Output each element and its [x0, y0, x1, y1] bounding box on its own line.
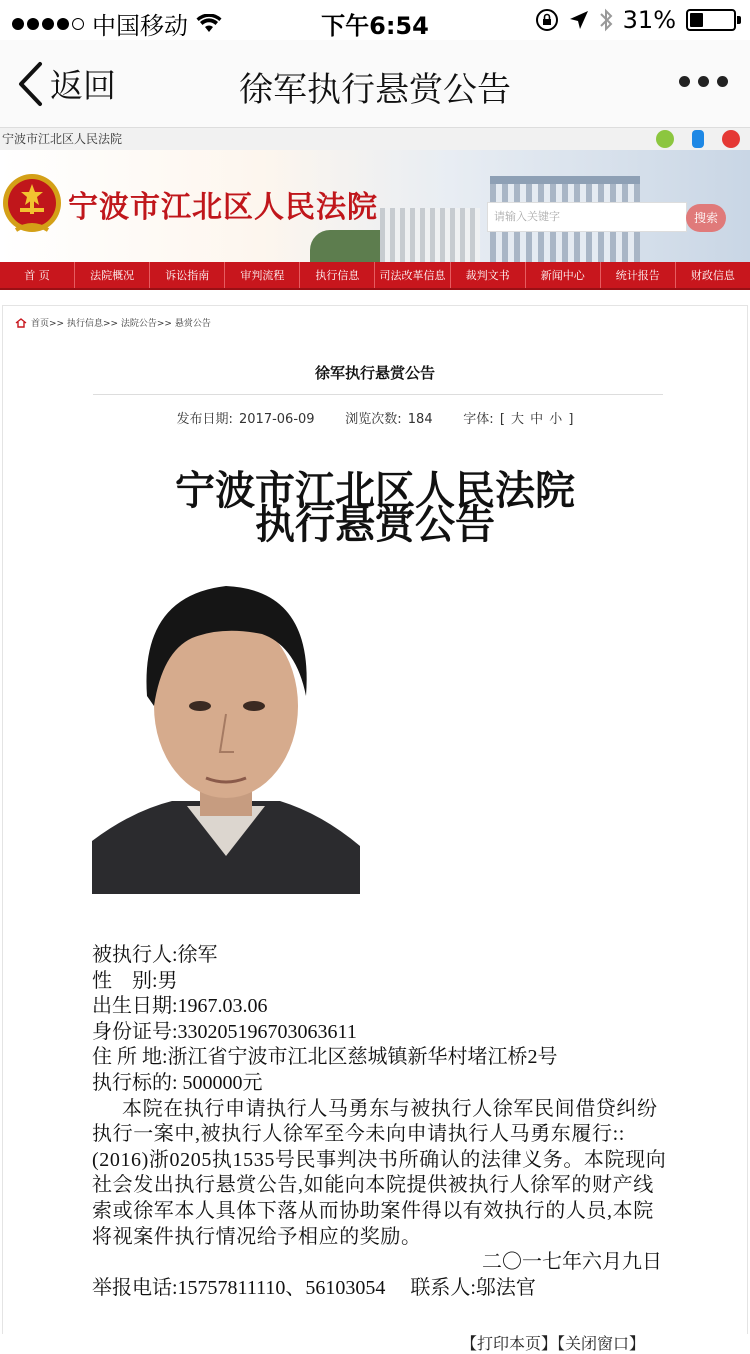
- nav-bar: [0, 40, 750, 128]
- mobile-icon[interactable]: [692, 130, 704, 148]
- notice-body: [92, 943, 672, 1301]
- notice-heading-line1: 宁波市江北区人民法院: [175, 468, 575, 514]
- wechat-icon[interactable]: [656, 130, 674, 148]
- field-birthdate: 出生日期:1967.03.06: [92, 995, 268, 1018]
- status-right: [535, 6, 736, 34]
- notice-paragraph: 本院在执行申请执行人马勇东与被执行人徐军民间借贷纠纷执行一案中,被执行人徐军至今未向申请执行人马勇东履行::(2016)浙0205执1535号民事判决书所确认的法律义务。本院现向社会发出执行悬赏公告,如能向本院提供被执行人徐军的财产线索或徐军本人具体下落从而协助案件得以有效执行的人员,本院将视案件执行情况给予相应的奖励。: [92, 1097, 667, 1248]
- article-title: 徐军执行悬赏公告: [314, 364, 435, 382]
- court-emblem-icon: [2, 170, 62, 236]
- menu-item-judgments[interactable]: 裁判文书: [451, 262, 526, 288]
- battery-icon: [686, 9, 736, 31]
- battery-percent: 31%: [622, 6, 676, 34]
- article: [2, 305, 748, 1353]
- field-respondent: 被执行人:徐军: [92, 944, 218, 966]
- menu-item-execution[interactable]: 执行信息: [300, 262, 375, 288]
- bluetooth-icon: [599, 8, 613, 32]
- site-search-input[interactable]: 请输入关键字: [487, 202, 687, 232]
- more-dot-icon: [717, 76, 728, 87]
- field-address: 住 所 地:浙江省宁波市江北区慈城镇新华村堵江桥2号: [92, 1046, 558, 1069]
- status-bar: [0, 0, 750, 40]
- banner-building-small: [380, 208, 480, 262]
- menu-item-news[interactable]: 新闻中心: [526, 262, 601, 288]
- title-divider: [93, 394, 663, 395]
- breadcrumb-text[interactable]: 首页>> 执行信息>> 法院公告>> 悬赏公告: [31, 319, 211, 329]
- menu-item-stats[interactable]: 统计报告: [601, 262, 676, 288]
- more-button[interactable]: [679, 76, 728, 87]
- publish-label: 发布日期:: [176, 412, 233, 427]
- menu-item-process[interactable]: 审判流程: [225, 262, 300, 288]
- menu-item-finance[interactable]: 财政信息: [690, 269, 735, 282]
- more-dot-icon: [698, 76, 709, 87]
- contact-line: 举报电话:15757811110、56103054 联系人:邬法官: [92, 1276, 536, 1299]
- nav-title: 徐军执行悬赏公告: [239, 70, 511, 110]
- views-label: 浏览次数:: [345, 412, 402, 427]
- person-photo: [92, 556, 360, 894]
- site-banner: [0, 150, 750, 262]
- print-close-links[interactable]: 【打印本页】【关闭窗口】: [461, 1334, 646, 1353]
- field-id-number: 身份证号:330205196703063611: [92, 1020, 357, 1043]
- publish-date: 2017-06-09: [239, 412, 315, 427]
- article-meta: [3, 408, 747, 427]
- font-label: 字体:: [463, 412, 494, 427]
- back-label: 返回: [50, 66, 116, 105]
- font-size-switch[interactable]: [ 大 中 小 ]: [499, 412, 574, 427]
- menu-item-reform[interactable]: 司法改革信息: [375, 262, 450, 288]
- more-dot-icon: [679, 76, 690, 87]
- menu-item-overview[interactable]: 法院概况: [75, 262, 150, 288]
- site-search-button[interactable]: 搜索: [686, 204, 726, 232]
- notice-heading: [3, 470, 747, 546]
- site-top-label: 宁波市江北区人民法院: [2, 132, 123, 146]
- battery-fill: [690, 13, 703, 27]
- home-icon: [15, 318, 27, 328]
- site-menu: [0, 262, 750, 290]
- notice-heading-line2: 执行悬赏公告: [255, 502, 495, 548]
- notice-date: 二〇一七年六月九日: [482, 1251, 662, 1274]
- field-gender: 性 别:男: [92, 969, 178, 992]
- menu-item-home[interactable]: 首 页: [0, 262, 75, 288]
- menu-item-guide[interactable]: 诉讼指南: [150, 262, 225, 288]
- views-count: 184: [407, 412, 433, 427]
- site-top-strip: [0, 128, 750, 150]
- breadcrumb: [15, 316, 211, 329]
- clock: 下午6:54: [321, 12, 429, 40]
- weibo-icon[interactable]: [722, 130, 740, 148]
- location-arrow-icon: [569, 10, 589, 30]
- orientation-lock-icon: [535, 8, 559, 32]
- carrier-label: 中国移动: [92, 12, 188, 40]
- court-logo-name: 宁波市江北区人民法院: [68, 190, 378, 225]
- field-amount: 执行标的: 500000元: [92, 1071, 263, 1094]
